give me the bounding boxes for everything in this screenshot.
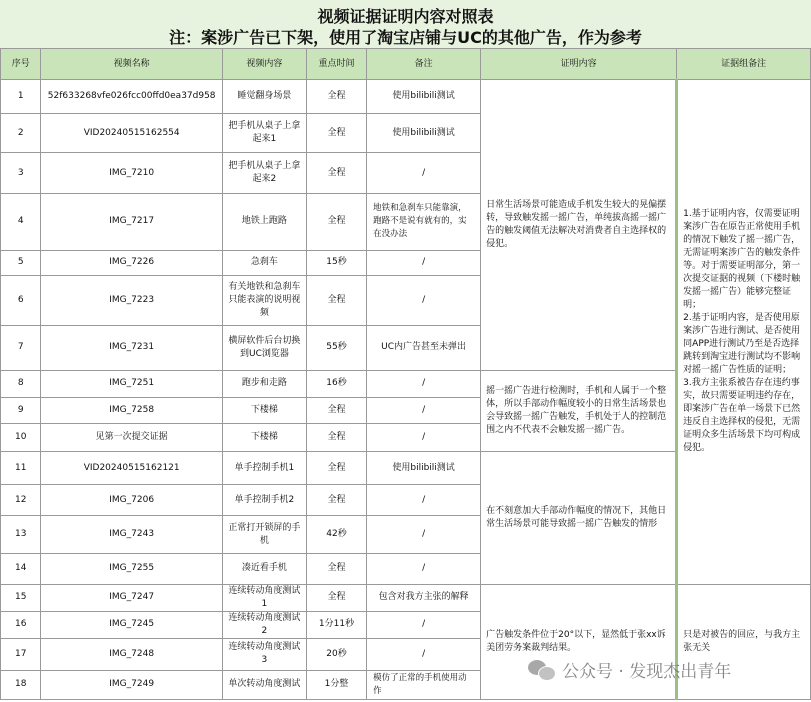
cell-name: IMG_7223 — [41, 275, 222, 325]
cell-content: 凑近看手机 — [222, 554, 306, 584]
cell-name: 见第一次提交证据 — [41, 424, 222, 452]
cell-no: 11 — [1, 452, 41, 485]
cell-no: 17 — [1, 638, 41, 670]
cell-content: 单手控制手机2 — [222, 485, 306, 516]
cell-no: 1 — [1, 80, 41, 114]
cell-content: 连续转动角度测试3 — [222, 638, 306, 670]
cell-note: / — [367, 516, 481, 554]
cell-time: 15秒 — [306, 250, 366, 275]
cell-time: 20秒 — [306, 638, 366, 670]
cell-time: 42秒 — [306, 516, 366, 554]
cell-no: 4 — [1, 194, 41, 250]
cell-group-note-1 — [677, 80, 811, 585]
cell-no: 5 — [1, 250, 41, 275]
cell-name: IMG_7231 — [41, 325, 222, 370]
cell-group-note-2: 只是对被告的回应，与我方主张无关 — [677, 584, 811, 699]
cell-note: 地铁和急刹车只能靠演，跑路不是说有就有的，实在没办法 — [367, 194, 481, 250]
cell-note: / — [367, 424, 481, 452]
cell-content: 睡觉翻身场景 — [222, 80, 306, 114]
cell-proof-3: 在不刻意加大手部动作幅度的情况下，其他日常生活场景可能导致摇一摇广告触发的情形 — [481, 452, 677, 584]
col-header-group-note: 证据组备注 — [677, 49, 811, 80]
col-header-no: 序号 — [1, 49, 41, 80]
cell-name: IMG_7249 — [41, 670, 222, 699]
col-header-note: 备注 — [367, 49, 481, 80]
cell-no: 6 — [1, 275, 41, 325]
cell-note: 包含对我方主张的解释 — [367, 584, 481, 611]
cell-no: 13 — [1, 516, 41, 554]
cell-no: 18 — [1, 670, 41, 699]
cell-no: 7 — [1, 325, 41, 370]
cell-name: IMG_7247 — [41, 584, 222, 611]
cell-name: IMG_7248 — [41, 638, 222, 670]
cell-note: / — [367, 554, 481, 584]
cell-time: 全程 — [306, 424, 366, 452]
cell-no: 15 — [1, 584, 41, 611]
cell-no: 10 — [1, 424, 41, 452]
cell-no: 16 — [1, 611, 41, 638]
cell-content: 把手机从桌子上拿起来1 — [222, 114, 306, 153]
col-header-time: 重点时间 — [306, 49, 366, 80]
cell-content: 地铁上跑路 — [222, 194, 306, 250]
cell-content: 横屏软件后台切换到UC浏览器 — [222, 325, 306, 370]
cell-content: 连续转动角度测试1 — [222, 584, 306, 611]
cell-time: 全程 — [306, 485, 366, 516]
cell-name: IMG_7210 — [41, 153, 222, 194]
cell-name: IMG_7226 — [41, 250, 222, 275]
cell-time: 全程 — [306, 114, 366, 153]
cell-note: / — [367, 485, 481, 516]
cell-note: 模仿了正常的手机使用动作 — [367, 670, 481, 699]
cell-name: IMG_7255 — [41, 554, 222, 584]
cell-no: 12 — [1, 485, 41, 516]
col-header-name: 视频名称 — [41, 49, 222, 80]
cell-content: 跑步和走路 — [222, 370, 306, 397]
cell-content: 下楼梯 — [222, 397, 306, 423]
title-band — [0, 0, 811, 49]
cell-note: / — [367, 370, 481, 397]
cell-proof-4: 广告触发条件位于20°以下，显然低于张xx诉美团劳务案裁判结果。 — [481, 584, 677, 699]
cell-note: 使用bilibili测试 — [367, 114, 481, 153]
cell-note: / — [367, 250, 481, 275]
cell-content: 急刹车 — [222, 250, 306, 275]
cell-time: 全程 — [306, 275, 366, 325]
header-row — [1, 49, 811, 80]
cell-name: IMG_7251 — [41, 370, 222, 397]
cell-time: 全程 — [306, 194, 366, 250]
cell-no: 8 — [1, 370, 41, 397]
cell-note: UC内广告甚至未弹出 — [367, 325, 481, 370]
cell-time: 16秒 — [306, 370, 366, 397]
page-title: 视频证据证明内容对照表 — [317, 7, 494, 26]
cell-time: 全程 — [306, 397, 366, 423]
cell-note: / — [367, 611, 481, 638]
cell-time: 全程 — [306, 452, 366, 485]
cell-content: 把手机从桌子上拿起来2 — [222, 153, 306, 194]
cell-proof-1: 日常生活场景可能造成手机发生较大的晃偏摆转，导致触发摇一摇广告，单纯拔高摇一摇广告的触发阈值无法解决对消费者自主选择权的侵犯。 — [481, 80, 677, 371]
cell-content: 正常打开锁屏的手机 — [222, 516, 306, 554]
table-row — [1, 80, 811, 114]
cell-name: VID20240515162554 — [41, 114, 222, 153]
cell-no: 14 — [1, 554, 41, 584]
cell-name: IMG_7243 — [41, 516, 222, 554]
cell-time: 全程 — [306, 80, 366, 114]
cell-name: IMG_7258 — [41, 397, 222, 423]
table-row — [1, 584, 811, 611]
cell-time: 全程 — [306, 153, 366, 194]
cell-time: 全程 — [306, 584, 366, 611]
cell-note: / — [367, 397, 481, 423]
page-subtitle: 注：案涉广告已下架，使用了淘宝店铺与UC的其他广告，作为参考 — [169, 28, 642, 47]
cell-content: 下楼梯 — [222, 424, 306, 452]
cell-time: 全程 — [306, 554, 366, 584]
cell-note: / — [367, 275, 481, 325]
cell-no: 2 — [1, 114, 41, 153]
cell-content: 单次转动角度测试 — [222, 670, 306, 699]
cell-time: 1分11秒 — [306, 611, 366, 638]
cell-name: IMG_7217 — [41, 194, 222, 250]
col-header-proof: 证明内容 — [481, 49, 677, 80]
cell-note: / — [367, 153, 481, 194]
cell-time: 55秒 — [306, 325, 366, 370]
cell-name: IMG_7245 — [41, 611, 222, 638]
cell-time: 1分整 — [306, 670, 366, 699]
cell-note: / — [367, 638, 481, 670]
cell-content: 有关地铁和急刹车只能表演的说明视频 — [222, 275, 306, 325]
col-header-content: 视频内容 — [222, 49, 306, 80]
cell-name: VID20240515162121 — [41, 452, 222, 485]
cell-proof-2: 摇一摇广告进行检测时，手机和人属于一个整体，所以手部动作幅度较小的日常生活场景也会导致摇一摇广告触发，手机处于人的控制范围之内不代表不会触发摇一摇广告。 — [481, 370, 677, 451]
cell-note: 使用bilibili测试 — [367, 80, 481, 114]
cell-no: 9 — [1, 397, 41, 423]
group-note-text: 1.基于证明内容，仅需要证明案涉广告在原告正常使用手机的情况下触发了摇一摇广告，无需证明案涉广告的触发条件等。对于需要证明部分，第一次提交证据的视频（下楼时触发摇一摇广告）能够完整证明； 2.基于证明内容，是否使用原案涉广告进行测试、是否使用同APP进行测试乃至是否选择跳转到淘宝进行测试均不影响对摇一摇广告性质的证明； 3.我方主张系被告存在违约事实，故只需要证明违约存在，即案涉广告在单一场景下已然违反自主选择权的侵犯，无需证明众多生活场景下均可构成侵犯。 — [683, 209, 801, 454]
cell-name: 52f633268vfe026fcc00ffd0ea37d958 — [41, 80, 222, 114]
evidence-table — [0, 48, 811, 700]
watermark-text: 公众号 · 发现杰出青年 — [562, 661, 732, 682]
cell-name: IMG_7206 — [41, 485, 222, 516]
cell-note: 使用bilibili测试 — [367, 452, 481, 485]
cell-content: 单手控制手机1 — [222, 452, 306, 485]
cell-no: 3 — [1, 153, 41, 194]
cell-content: 连续转动角度测试2 — [222, 611, 306, 638]
